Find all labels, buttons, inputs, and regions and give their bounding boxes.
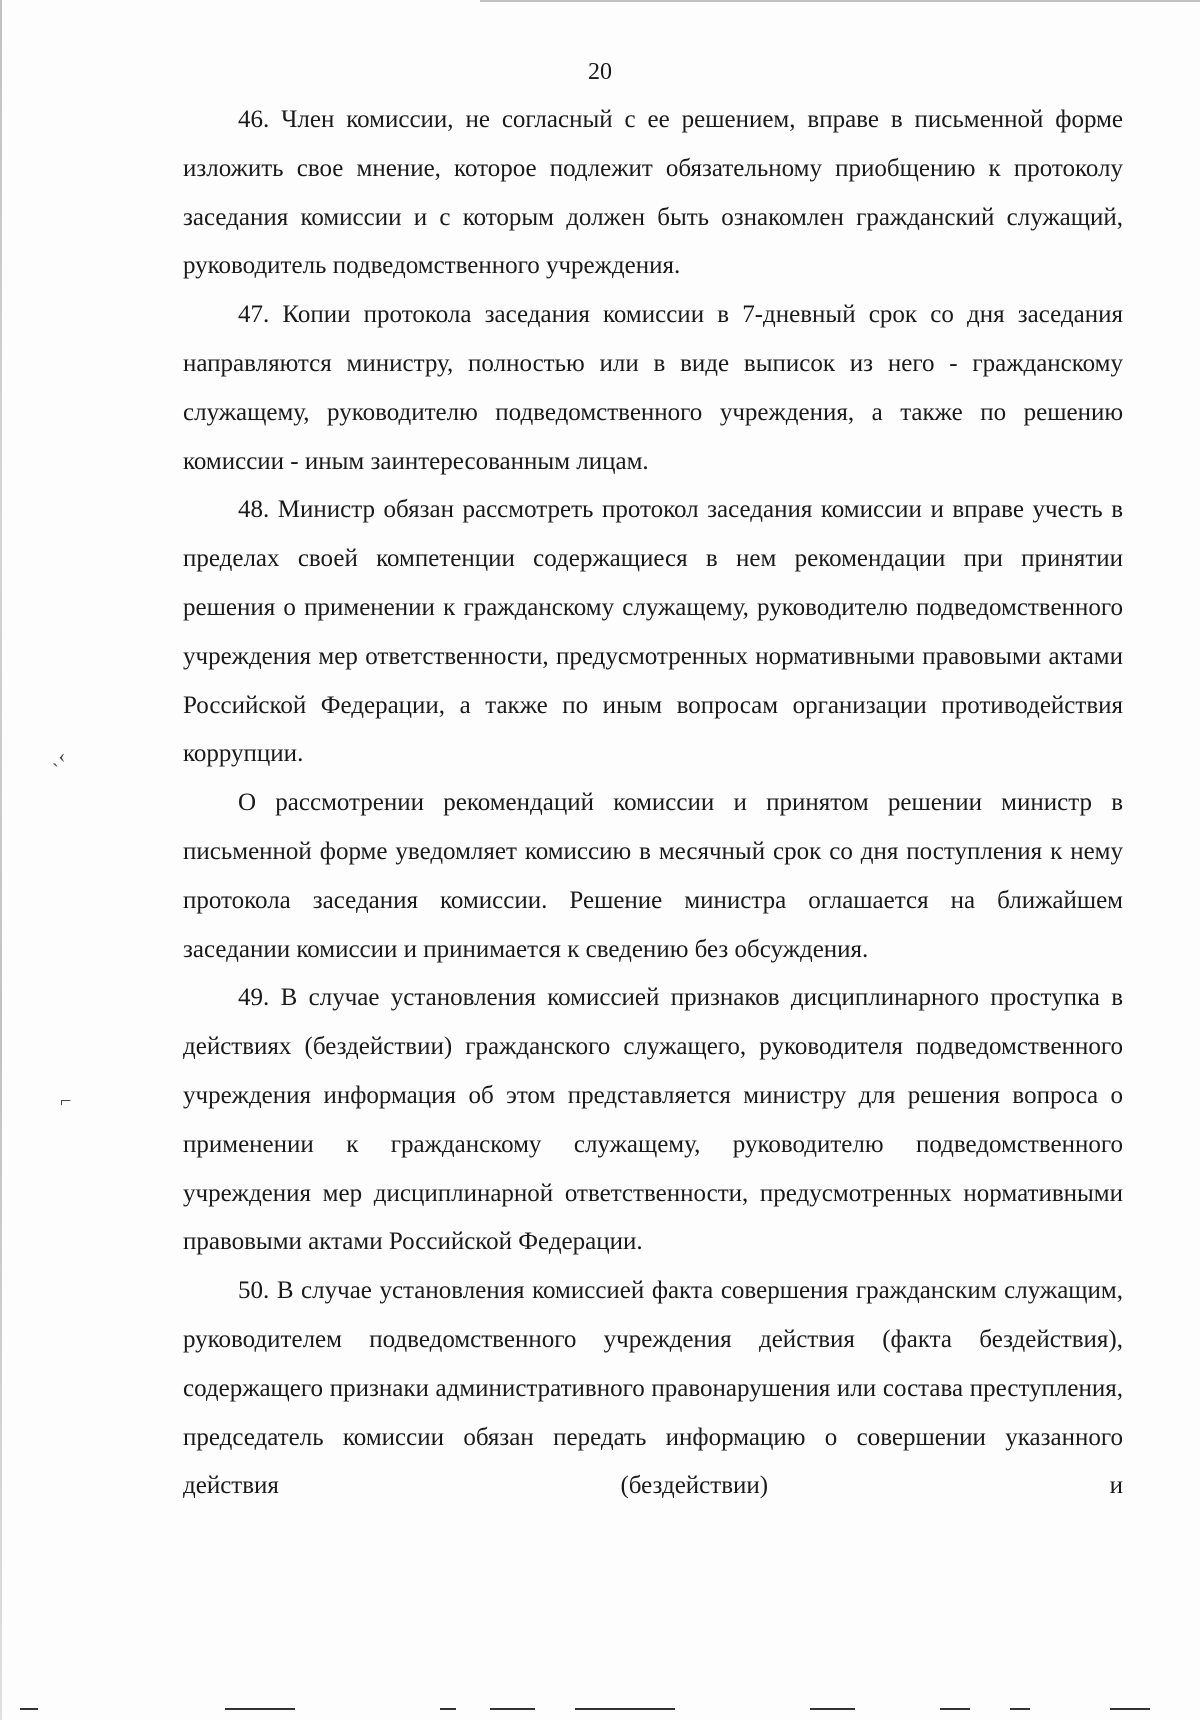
document-body (183, 96, 1123, 1511)
scan-edge-left (0, 0, 2, 1720)
scan-speck-mark: ⌐ (60, 1090, 72, 1112)
scan-speck-mark: ˏ‹ (52, 745, 66, 767)
paragraph-48: 48. Министр обязан рассмотреть протокол заседания комиссии и вправе учесть в пределах своей компетенции содержащиеся в нем рекомендации при принятии решения о применении к гражданскому служащему, руководителю подведомственного учреждения мер ответственности, предусмотренных нормативными правовыми актами Российской Федерации, а также по иным вопросам организации противодействия коррупции. (183, 496, 1123, 768)
paragraph-48-continuation: О рассмотрении рекомендаций комиссии и принятом решении министр в письменной форме уведомляет комиссию в месячный срок со дня поступления к нему протокола заседания комиссии. Решение министра оглашается на ближайшем заседании комиссии и принимается к сведению без обсуждения. (183, 789, 1123, 963)
scan-top-line (480, 0, 1200, 2)
paragraph-47: 47. Копии протокола заседания комиссии в 7-дневный срок со дня заседания направляются министру, полностью или в виде выписок из него - гражданскому служащему, руководителю подведомственного учреждения, а также по решению комиссии - иным заинтересованным лицам. (183, 301, 1123, 475)
page-number: 20 (588, 59, 612, 85)
scan-bottom-marks (0, 1708, 1200, 1712)
paragraph-50: 50. В случае установления комиссией факта совершения гражданским служащим, руководителем подведомственного учреждения действия (факта бездействия), содержащего признаки административного правонарушения или состава преступления, председатель комиссии обязан передать информацию о совершении указанного действия (бездействии) и (183, 1277, 1123, 1500)
paragraph-46: 46. Член комиссии, не согласный с ее решением, вправе в письменной форме изложить свое мнение, которое подлежит обязательному приобщению к протоколу заседания комиссии и с которым должен быть ознакомлен гражданский служащий, руководитель подведомственного учреждения. (183, 106, 1123, 280)
paragraph-49: 49. В случае установления комиссией признаков дисциплинарного проступка в действиях (бездействии) гражданского служащего, руководителя подведомственного учреждения информация об этом представляется министру для решения вопроса о применении к гражданскому служащему, руководителю подведомственного учреждения мер дисциплинарной ответственности, предусмотренных нормативными правовыми актами Российской Федерации. (183, 984, 1123, 1256)
